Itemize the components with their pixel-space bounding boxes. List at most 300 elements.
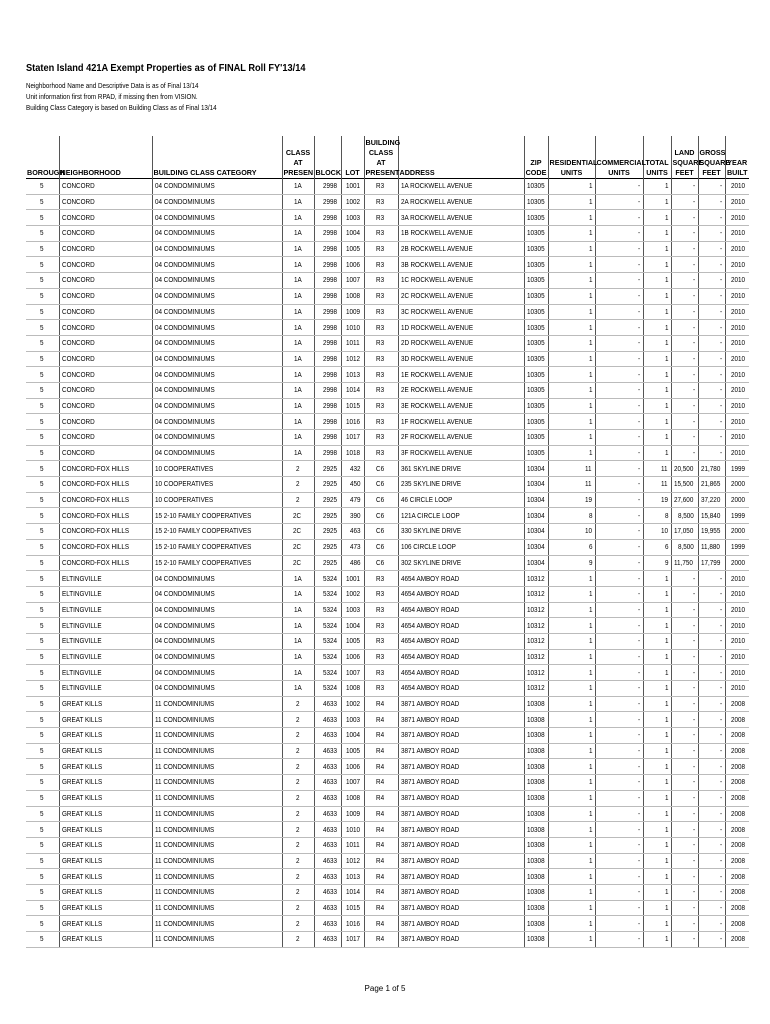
cell-category [152,932,282,948]
cell-text: 2010 [731,259,746,269]
cell-res [548,241,595,257]
table-row [26,775,749,791]
cell-text: 1 [588,369,593,379]
cell-bclass [364,571,398,587]
cell-gross [698,602,725,618]
cell-total [643,226,671,242]
table-row [26,241,749,257]
cell-class [282,382,314,398]
cell-category [152,728,282,744]
cell-text: GREAT KILLS [61,714,102,724]
column-header-bclass [364,136,401,179]
cell-total [643,351,671,367]
cell-gross [698,477,725,493]
cell-total [643,179,671,195]
cell-text: - [693,385,696,395]
cell-com [595,775,643,791]
cell-text: - [638,526,641,536]
cell-address [398,398,524,414]
cell-text: - [720,369,723,379]
cell-text: 1 [588,306,593,316]
cell-text: 4633 [322,855,337,865]
cell-text: 10304 [526,463,545,473]
cell-text: 1A [293,589,302,599]
cell-year [725,461,749,477]
cell-block [314,932,341,948]
cell-class [282,304,314,320]
cell-lot [341,179,364,195]
cell-lot [341,728,364,744]
cell-text: CONCORD [61,212,95,222]
cell-text: 10308 [526,777,545,787]
cell-category [152,524,282,540]
cell-res [548,555,595,571]
cell-lot [341,806,364,822]
cell-total [643,681,671,697]
cell-category [152,555,282,571]
cell-year [725,273,749,289]
cell-text: 1 [664,699,669,709]
cell-total [643,492,671,508]
cell-text: - [638,934,641,944]
cell-text: GREAT KILLS [61,761,102,771]
cell-text: 2 [296,793,300,803]
cell-text: 1 [664,306,669,316]
cell-land [671,179,698,195]
cell-class [282,179,314,195]
cell-zip [524,304,548,320]
cell-class [282,586,314,602]
cell-res [548,477,595,493]
cell-text: 10308 [526,887,545,897]
cell-lot [341,633,364,649]
cell-text: 2 [296,479,300,489]
cell-text: 10305 [526,369,545,379]
cell-category [152,477,282,493]
cell-land [671,461,698,477]
cell-text: 1D ROCKWELL AVENUE [400,322,473,332]
cell-text: CONCORD-FOX HILLS [61,526,129,536]
cell-land [671,492,698,508]
cell-block [314,759,341,775]
cell-bclass [364,367,398,383]
cell-gross [698,884,725,900]
cell-text: 21,780 [700,463,720,473]
cell-text: 1 [588,714,593,724]
cell-text: 5324 [322,589,337,599]
cell-text: 361 SKYLINE DRIVE [400,463,461,473]
cell-com [595,869,643,885]
cell-com [595,288,643,304]
cell-block [314,806,341,822]
cell-bclass [364,461,398,477]
cell-text: 10305 [526,244,545,254]
cell-block [314,288,341,304]
cell-text: 11 CONDOMINIUMS [154,808,214,818]
cell-com [595,586,643,602]
cell-text: 04 CONDOMINIUMS [154,620,215,630]
cell-year [725,618,749,634]
cell-lot [341,900,364,916]
cell-gross [698,414,725,430]
cell-text: 2008 [731,855,746,865]
cell-text: 11 CONDOMINIUMS [154,699,214,709]
cell-text: 11 CONDOMINIUMS [154,855,214,865]
table-row [26,806,749,822]
cell-block [314,681,341,697]
cell-res [548,837,595,853]
cell-category [152,414,282,430]
cell-com [595,790,643,806]
cell-text: 2925 [322,479,337,489]
cell-total [643,586,671,602]
cell-text: - [638,197,641,207]
cell-block [314,790,341,806]
cell-land [671,430,698,446]
cell-text: 04 CONDOMINIUMS [154,636,215,646]
cell-neighborhood [59,775,152,791]
cell-text: 10312 [526,589,545,599]
cell-text: 2C [293,526,302,536]
cell-text: ELTINGVILLE [61,636,102,646]
cell-text: 6 [588,542,593,552]
cell-land [671,822,698,838]
cell-text: - [638,510,641,520]
cell-zip [524,649,548,665]
cell-gross [698,900,725,916]
cell-address [398,853,524,869]
cell-text: 2 [296,840,300,850]
cell-com [595,382,643,398]
column-header-line: SQUARE [699,158,731,167]
cell-text: 2010 [731,400,746,410]
cell-year [725,853,749,869]
cell-text: 5 [40,667,44,677]
cell-class [282,602,314,618]
cell-text: GREAT KILLS [61,934,102,944]
cell-com [595,759,643,775]
cell-text: - [720,699,723,709]
cell-text: 1 [588,322,593,332]
cell-text: 2 [296,824,300,834]
cell-text: 1 [588,573,593,583]
cell-category [152,320,282,336]
cell-borough [26,743,59,759]
cell-res [548,633,595,649]
cell-text: 10305 [526,322,545,332]
cell-text: 10304 [526,495,545,505]
cell-text: 3871 AMBOY ROAD [400,824,459,834]
table-row [26,351,749,367]
cell-text: 1008 [345,683,360,693]
cell-borough [26,696,59,712]
cell-text: C6 [376,526,385,536]
cell-text: 04 CONDOMINIUMS [154,259,215,269]
cell-block [314,461,341,477]
table-row [26,539,749,555]
cell-text: 1A [293,291,302,301]
cell-total [643,508,671,524]
cell-zip [524,414,548,430]
cell-text: 330 SKYLINE DRIVE [400,526,461,536]
cell-class [282,681,314,697]
cell-neighborhood [59,555,152,571]
cell-text: 10308 [526,699,545,709]
cell-address [398,884,524,900]
cell-text: - [693,400,696,410]
cell-com [595,712,643,728]
cell-bclass [364,916,398,932]
cell-lot [341,932,364,948]
cell-res [548,461,595,477]
cell-lot [341,351,364,367]
cell-text: - [693,667,696,677]
cell-category [152,743,282,759]
cell-text: 1999 [731,542,746,552]
cell-text: 1A [293,212,302,222]
cell-borough [26,806,59,822]
cell-category [152,226,282,242]
column-header-res [548,136,598,179]
cell-gross [698,524,725,540]
cell-res [548,210,595,226]
cell-text: 1 [588,291,593,301]
cell-year [725,414,749,430]
cell-text: 19,955 [700,526,720,536]
cell-text: 1 [664,761,669,771]
cell-text: - [720,400,723,410]
cell-text: R4 [376,824,385,834]
table-row [26,586,749,602]
cell-year [725,932,749,948]
cell-year [725,728,749,744]
cell-text: 1A [293,604,302,614]
cell-text: - [720,651,723,661]
cell-text: C6 [376,557,385,567]
cell-text: 450 [349,479,361,489]
cell-text: 1010 [345,824,360,834]
cell-land [671,367,698,383]
cell-block [314,477,341,493]
cell-zip [524,806,548,822]
cell-borough [26,226,59,242]
cell-year [725,884,749,900]
cell-text: 17,050 [673,526,693,536]
cell-text: 1003 [345,212,360,222]
cell-text: 1A [293,275,302,285]
cell-total [643,430,671,446]
cell-neighborhood [59,586,152,602]
cell-address [398,257,524,273]
cell-neighborhood [59,932,152,948]
cell-text: GREAT KILLS [61,887,102,897]
cell-res [548,822,595,838]
table-row [26,681,749,697]
cell-text: 11 [585,479,592,489]
cell-text: 2010 [731,604,746,614]
cell-res [548,273,595,289]
cell-block [314,367,341,383]
cell-text: R3 [376,589,385,599]
cell-class [282,555,314,571]
cell-category [152,916,282,932]
cell-block [314,257,341,273]
cell-res [548,508,595,524]
table-row [26,555,749,571]
cell-res [548,288,595,304]
cell-text: 3871 AMBOY ROAD [400,918,459,928]
cell-res [548,492,595,508]
cell-text: R4 [376,714,385,724]
cell-text: 10308 [526,714,545,724]
cell-bclass [364,445,398,461]
cell-text: CONCORD-FOX HILLS [61,479,129,489]
cell-bclass [364,257,398,273]
cell-text: 1 [664,385,669,395]
cell-text: - [720,385,723,395]
cell-text: - [720,353,723,363]
cell-lot [341,869,364,885]
cell-text: CONCORD [61,291,95,301]
cell-class [282,430,314,446]
cell-text: 5 [40,918,44,928]
cell-com [595,273,643,289]
cell-text: 1014 [345,385,360,395]
cell-neighborhood [59,194,152,210]
cell-com [595,571,643,587]
cell-text: 04 CONDOMINIUMS [154,448,215,458]
cell-gross [698,430,725,446]
cell-res [548,900,595,916]
cell-text: 1999 [731,463,746,473]
cell-lot [341,759,364,775]
cell-land [671,304,698,320]
cell-text: 3871 AMBOY ROAD [400,699,459,709]
cell-text: - [720,808,723,818]
cell-text: 2010 [731,683,746,693]
cell-text: CONCORD [61,353,95,363]
cell-text: 10308 [526,934,545,944]
cell-year [725,382,749,398]
cell-text: 11 [661,463,668,473]
cell-text: - [638,275,641,285]
cell-land [671,853,698,869]
cell-text: - [638,322,641,332]
cell-text: 1 [664,636,669,646]
cell-text: 10312 [526,620,545,630]
cell-res [548,649,595,665]
cell-text: 1 [588,353,593,363]
cell-borough [26,884,59,900]
cell-text: CONCORD [61,181,95,191]
cell-text: 4654 AMBOY ROAD [400,604,459,614]
column-header-line: BUILDING CLASS CATEGORY [153,168,257,177]
cell-com [595,398,643,414]
cell-res [548,335,595,351]
cell-year [725,477,749,493]
cell-text: 10305 [526,212,545,222]
cell-text: R3 [376,448,385,458]
table-row [26,320,749,336]
cell-text: - [693,416,696,426]
cell-category [152,430,282,446]
cell-block [314,445,341,461]
cell-total [643,335,671,351]
cell-address [398,273,524,289]
cell-text: - [693,683,696,693]
cell-borough [26,602,59,618]
cell-text: 9 [664,557,669,567]
cell-text: R3 [376,667,385,677]
cell-text: 2 [296,495,300,505]
cell-text: R3 [376,291,385,301]
cell-text: 1 [664,573,669,583]
cell-text: R4 [376,808,385,818]
cell-address [398,524,524,540]
cell-bclass [364,414,398,430]
cell-text: 2C [293,510,302,520]
cell-text: - [693,589,696,599]
cell-zip [524,681,548,697]
cell-text: R4 [376,934,385,944]
cell-borough [26,728,59,744]
cell-text: CONCORD [61,275,95,285]
cell-text: 2 [296,934,300,944]
cell-neighborhood [59,884,152,900]
cell-zip [524,461,548,477]
cell-text: 2 [296,699,300,709]
cell-text: 1 [588,197,593,207]
cell-total [643,555,671,571]
cell-text: 1 [664,683,669,693]
cell-block [314,571,341,587]
cell-text: 3B ROCKWELL AVENUE [400,259,473,269]
cell-text: 1 [664,369,669,379]
cell-text: 1007 [345,667,360,677]
cell-land [671,320,698,336]
cell-text: - [693,620,696,630]
cell-res [548,916,595,932]
cell-text: 1 [664,730,669,740]
cell-text: - [693,212,696,222]
cell-text: 5 [40,338,44,348]
cell-text: CONCORD [61,259,95,269]
table-row [26,273,749,289]
cell-text: - [693,808,696,818]
cell-com [595,210,643,226]
cell-text: 27,600 [673,495,693,505]
cell-category [152,900,282,916]
cell-text: 11 CONDOMINIUMS [154,902,214,912]
cell-land [671,775,698,791]
cell-block [314,602,341,618]
cell-borough [26,916,59,932]
cell-text: 2010 [731,573,746,583]
cell-class [282,649,314,665]
cell-year [725,288,749,304]
cell-com [595,837,643,853]
column-header-address [398,136,524,179]
cell-text: 5 [40,495,44,505]
cell-text: R4 [376,777,385,787]
cell-class [282,665,314,681]
cell-gross [698,257,725,273]
cell-text: 2 [296,714,300,724]
cell-neighborhood [59,288,152,304]
cell-text: 04 CONDOMINIUMS [154,432,215,442]
cell-category [152,571,282,587]
cell-lot [341,696,364,712]
